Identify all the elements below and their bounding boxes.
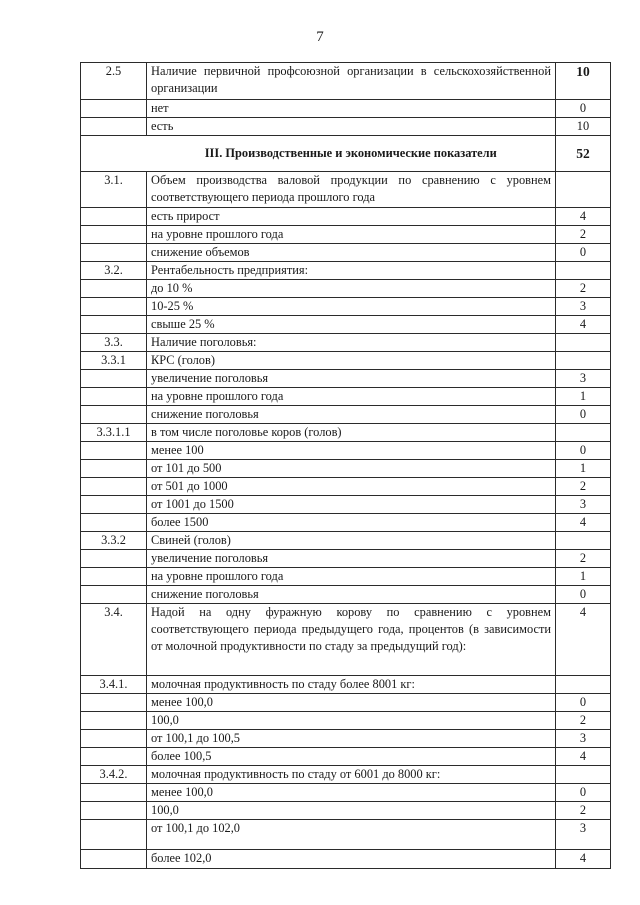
row-number: 3.4.2. (81, 766, 147, 784)
row-number: 2.5 (81, 63, 147, 100)
table-row (81, 766, 611, 784)
section-title: III. Производственные и экономические показатели (147, 136, 556, 172)
score-cell: 3 (556, 298, 611, 316)
score-cell: 52 (556, 136, 611, 172)
row-number (81, 802, 147, 820)
criterion-text: на уровне прошлого года (147, 568, 556, 586)
criterion-text: от 1001 до 1500 (147, 496, 556, 514)
row-number (81, 478, 147, 496)
score-cell: 4 (556, 316, 611, 334)
score-cell: 3 (556, 820, 611, 850)
score-cell (556, 352, 611, 370)
row-number: 3.4. (81, 604, 147, 676)
criterion-text: на уровне прошлого года (147, 226, 556, 244)
table-row (81, 748, 611, 766)
score-cell: 1 (556, 388, 611, 406)
score-cell (556, 766, 611, 784)
row-number (81, 784, 147, 802)
criterion-text: увеличение поголовья (147, 370, 556, 388)
table-row (81, 280, 611, 298)
score-cell: 1 (556, 568, 611, 586)
criteria-table-body (81, 63, 611, 869)
criterion-text: от 501 до 1000 (147, 478, 556, 496)
score-cell: 0 (556, 586, 611, 604)
criterion-text: менее 100,0 (147, 784, 556, 802)
criterion-text: в том числе поголовье коров (голов) (147, 424, 556, 442)
score-cell: 3 (556, 496, 611, 514)
score-cell: 4 (556, 514, 611, 532)
score-cell: 0 (556, 244, 611, 262)
table-row (81, 424, 611, 442)
criterion-text: Надой на одну фуражную корову по сравнению с уровнем соответствующего периода предыдущего года, процентов (в зависимости от молочной продуктивности по стаду за предыдущий год): (147, 604, 556, 676)
row-number: 3.1. (81, 172, 147, 208)
row-number (81, 280, 147, 298)
criteria-table (80, 62, 611, 869)
row-number (81, 100, 147, 118)
score-cell: 2 (556, 226, 611, 244)
row-number (81, 370, 147, 388)
table-row (81, 208, 611, 226)
criterion-text: КРС (голов) (147, 352, 556, 370)
row-number (81, 298, 147, 316)
criterion-text: от 100,1 до 100,5 (147, 730, 556, 748)
criterion-text: Свиней (голов) (147, 532, 556, 550)
criterion-text: есть (147, 118, 556, 136)
row-number (81, 568, 147, 586)
table-row (81, 712, 611, 730)
row-number: 3.3.2 (81, 532, 147, 550)
criterion-text: от 100,1 до 102,0 (147, 820, 556, 850)
score-cell: 10 (556, 118, 611, 136)
row-number (81, 730, 147, 748)
row-number (81, 514, 147, 532)
score-cell (556, 424, 611, 442)
score-cell (556, 334, 611, 352)
score-cell: 4 (556, 850, 611, 869)
criterion-text: 100,0 (147, 712, 556, 730)
table-row (81, 406, 611, 424)
score-cell: 0 (556, 406, 611, 424)
table-row (81, 550, 611, 568)
score-cell (556, 262, 611, 280)
criterion-text: 100,0 (147, 802, 556, 820)
criterion-text: снижение объемов (147, 244, 556, 262)
score-cell: 2 (556, 478, 611, 496)
row-number (81, 118, 147, 136)
table-row (81, 388, 611, 406)
table-row (81, 63, 611, 100)
row-number (81, 442, 147, 460)
table-row (81, 244, 611, 262)
table-row (81, 442, 611, 460)
criterion-text: снижение поголовья (147, 586, 556, 604)
row-number: 3.3.1 (81, 352, 147, 370)
table-row (81, 604, 611, 676)
table-row (81, 352, 611, 370)
table-row (81, 496, 611, 514)
score-cell: 2 (556, 550, 611, 568)
score-cell: 4 (556, 748, 611, 766)
criterion-text: молочная продуктивность по стаду от 6001 до 8000 кг: (147, 766, 556, 784)
criterion-text: более 1500 (147, 514, 556, 532)
criterion-text: снижение поголовья (147, 406, 556, 424)
criterion-text: на уровне прошлого года (147, 388, 556, 406)
row-number: 3.2. (81, 262, 147, 280)
criterion-text: Рентабельность предприятия: (147, 262, 556, 280)
table-row (81, 514, 611, 532)
row-number (81, 496, 147, 514)
row-number (81, 316, 147, 334)
row-number (81, 550, 147, 568)
row-number (81, 712, 147, 730)
score-cell (556, 532, 611, 550)
score-cell: 0 (556, 100, 611, 118)
table-row (81, 316, 611, 334)
row-number: 3.3. (81, 334, 147, 352)
criterion-text: до 10 % (147, 280, 556, 298)
row-number (81, 820, 147, 850)
score-cell (556, 676, 611, 694)
row-number (81, 208, 147, 226)
section-header-row (81, 136, 611, 172)
criterion-text: увеличение поголовья (147, 550, 556, 568)
table-row (81, 568, 611, 586)
score-cell: 0 (556, 784, 611, 802)
row-number (81, 694, 147, 712)
score-cell: 0 (556, 694, 611, 712)
table-row (81, 370, 611, 388)
row-number (81, 850, 147, 869)
table-row (81, 676, 611, 694)
table-row (81, 820, 611, 850)
criterion-text: от 101 до 500 (147, 460, 556, 478)
criterion-text: 10-25 % (147, 298, 556, 316)
table-row (81, 226, 611, 244)
criterion-text: молочная продуктивность по стаду более 8001 кг: (147, 676, 556, 694)
row-number: 3.3.1.1 (81, 424, 147, 442)
table-row (81, 334, 611, 352)
table-row (81, 694, 611, 712)
row-number (81, 586, 147, 604)
row-number (81, 748, 147, 766)
table-row (81, 850, 611, 869)
row-number (81, 406, 147, 424)
table-row (81, 532, 611, 550)
score-cell: 4 (556, 208, 611, 226)
page-number: 7 (316, 29, 324, 45)
row-number (81, 388, 147, 406)
criterion-text: менее 100 (147, 442, 556, 460)
table-row (81, 784, 611, 802)
score-cell: 4 (556, 604, 611, 676)
score-cell: 3 (556, 730, 611, 748)
table-row (81, 172, 611, 208)
table-row (81, 730, 611, 748)
row-number (81, 460, 147, 478)
table-row (81, 262, 611, 280)
criterion-text: Наличие поголовья: (147, 334, 556, 352)
criterion-text: более 100,5 (147, 748, 556, 766)
row-number: 3.4.1. (81, 676, 147, 694)
score-cell: 1 (556, 460, 611, 478)
criterion-text: более 102,0 (147, 850, 556, 869)
table-row (81, 802, 611, 820)
table-row (81, 100, 611, 118)
criterion-text: свыше 25 % (147, 316, 556, 334)
table-row (81, 478, 611, 496)
row-number (81, 136, 147, 172)
score-cell: 3 (556, 370, 611, 388)
score-cell: 2 (556, 712, 611, 730)
score-cell: 2 (556, 802, 611, 820)
table-row (81, 460, 611, 478)
criterion-text: Наличие первичной профсоюзной организации в сельскохозяйственной организации (147, 63, 556, 100)
score-cell: 10 (556, 63, 611, 100)
table-row (81, 586, 611, 604)
row-number (81, 244, 147, 262)
table-row (81, 298, 611, 316)
criterion-text: менее 100,0 (147, 694, 556, 712)
criterion-text: Объем производства валовой продукции по сравнению с уровнем соответствующего периода прошлого года (147, 172, 556, 208)
score-cell (556, 172, 611, 208)
criterion-text: нет (147, 100, 556, 118)
row-number (81, 226, 147, 244)
table-row (81, 118, 611, 136)
score-cell: 2 (556, 280, 611, 298)
criterion-text: есть прирост (147, 208, 556, 226)
score-cell: 0 (556, 442, 611, 460)
